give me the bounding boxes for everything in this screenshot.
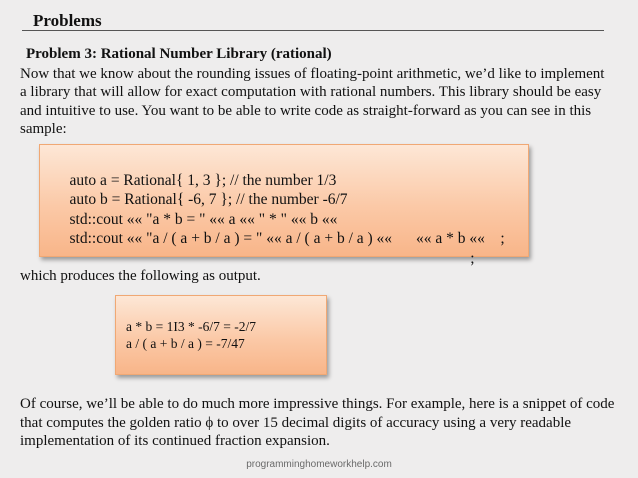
code-text: auto a = Rational{ 1, 3 }; // the number 1/3 [69,171,337,189]
output-sample-box [115,295,327,375]
code-text: std::cout «« "a * b = " «« a «« " * " «« b «« [69,210,338,228]
closing-paragraph: Of course, we’ll be able to do much more impressive things. For example, here is a snippet of code that computes the golden ratio ϕ to over 15 decimal digits of accuracy using a very readable implementation of its continued fraction expansion. [20,396,615,449]
slide-title: Problems [33,11,102,30]
footer-watermark: programminghomeworkhelp.com [246,459,392,470]
title-underline [22,30,604,31]
code-tail: ; [416,249,475,267]
intro-paragraph: Now that we know about the rounding issues of floating-point arithmetic, we’d like to implement a library that will allow for exact computation with rational numbers. This library should be easy and intuitive to use. You want to be able to write code as straight-forward as you can see in this sample: [20,66,605,137]
output-line: a / ( a + b / a ) = -7/47 [126,336,245,351]
output-line: a * b = 1I3 * -6/7 = -2/7 [126,319,256,334]
problem-heading: Problem 3: Rational Number Library (rational) [26,46,332,62]
code-line [54,151,528,189]
code-sample-box [39,144,529,267]
code-text: std::cout «« "a / ( a + b / a ) = " «« a / ( a + b / a ) «« [69,230,393,247]
output-intro-text: which produces the following as output. [20,268,261,284]
code-text: auto b = Rational{ -6, 7 }; // the number -6/7 [69,191,348,208]
code-tail: «« a * b «« ; [416,230,505,247]
